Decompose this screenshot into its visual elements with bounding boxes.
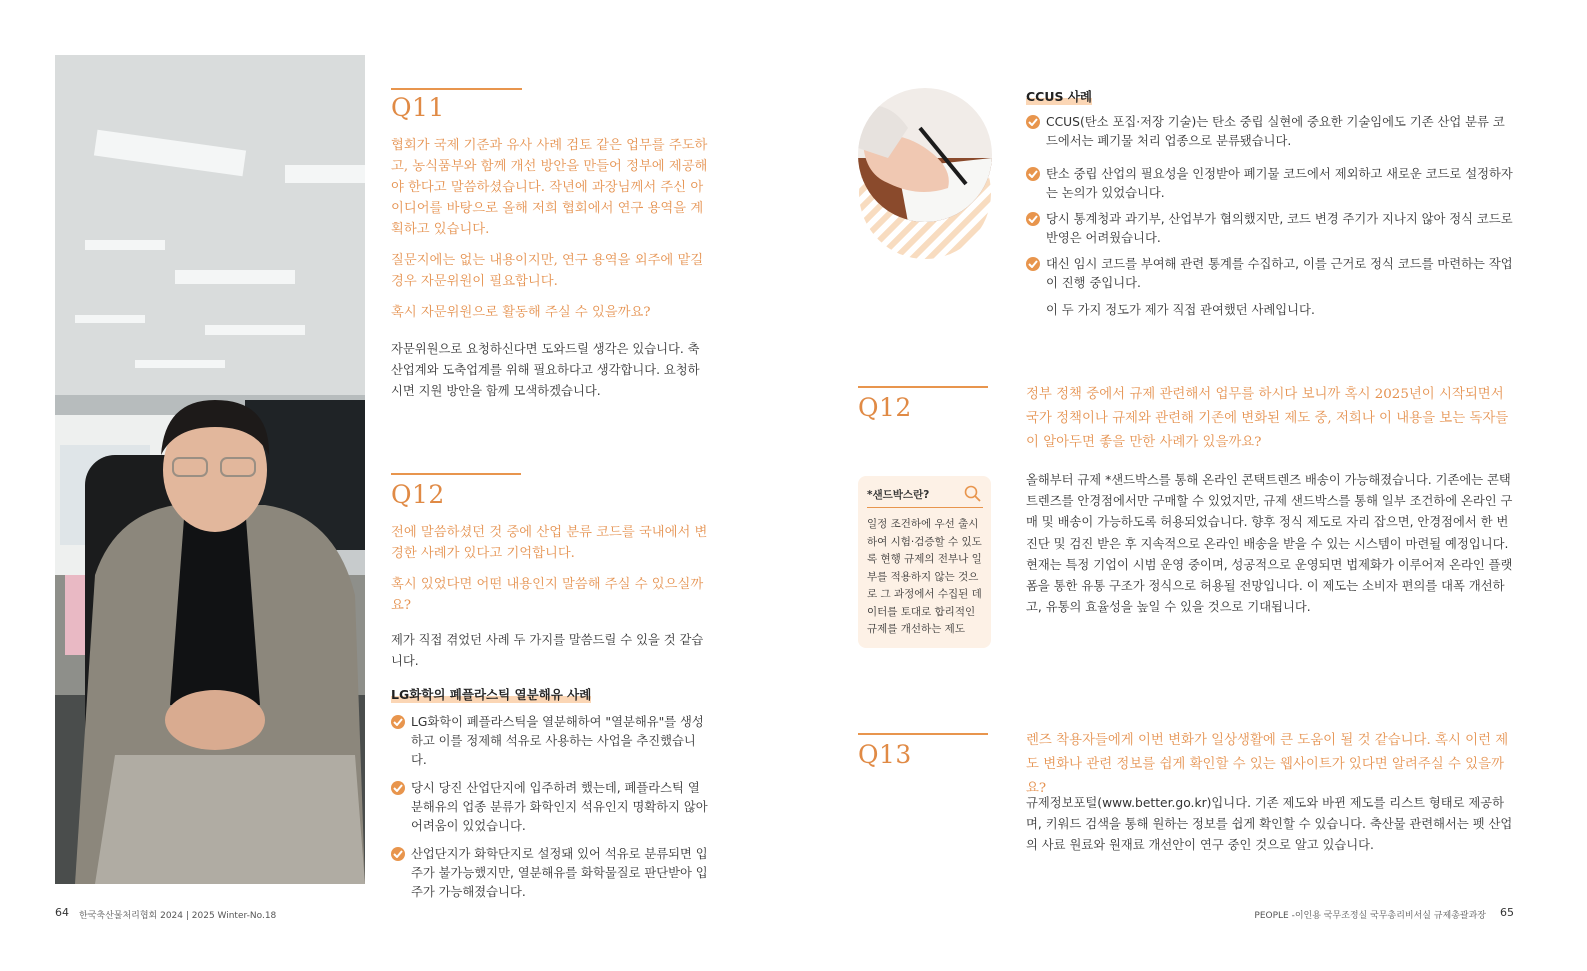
q11-answer: 자문위원으로 요청하신다면 도와드릴 생각은 있습니다. 축산업계와 도축업계를 위해 필요하다고 생각합니다. 요청하시면 지원 방안을 함께 모색하겠습니다. bbox=[391, 342, 700, 398]
lg-case-title: LG화학의 폐플라스틱 열분해유 사례 bbox=[391, 687, 592, 702]
lg-case-list bbox=[391, 713, 709, 902]
list-item bbox=[1026, 113, 1514, 151]
q12-right-answer: 올해부터 규제 *샌드박스를 통해 온라인 콘택트렌즈 배송이 가능해졌습니다. 기존에는 콘택트렌즈를 안경점에서만 구매할 수 있었지만, 규제 샌드박스를 통해 일부 조건하에 온라인 구매 및 배송이 가능하도록 허용되었습니다. 향후 정식 제도로 자리 잡으면, 안경점에서 한 번 진단 및 검진 받은 후 지속적으로 온라인 배송을 받을 수 있는 시스템이 마련될 예정입니다. 현재는 특정 기업이 시범 운영 중이며, 성공적으로 운영되면 법제화가 이루어져 온라인 플랫폼을 통한 유통 구조가 정식으로 허용될 전망입니다. 이 제도는 소비자 편의를 대폭 개선하고, 유통의 효율성을 높일 수 있을 것으로 기대됩니다. bbox=[1026, 473, 1513, 615]
ccus-block bbox=[1026, 86, 1514, 321]
writing-hand-image bbox=[858, 88, 992, 260]
ccus-closing: 이 두 가지 정도가 제가 직접 관여했던 사례입니다. bbox=[1046, 303, 1315, 317]
sandbox-divider bbox=[867, 507, 983, 508]
search-icon bbox=[964, 485, 981, 506]
check-icon bbox=[391, 847, 405, 861]
q12-right-rule bbox=[858, 386, 988, 388]
check-icon bbox=[1026, 115, 1040, 129]
check-icon bbox=[391, 781, 405, 795]
check-icon bbox=[391, 715, 405, 729]
list-item bbox=[1026, 255, 1514, 293]
q12-left-answer: 제가 직접 겪었던 사례 두 가지를 말씀드릴 수 있을 것 같습니다. bbox=[391, 633, 704, 668]
list-item bbox=[1026, 210, 1514, 248]
q11-block bbox=[391, 135, 709, 402]
list-item-text: LG화학이 폐플라스틱을 열분해하여 "열분해유"를 생성하고 이를 정제해 석유로 사용하는 사업을 추진했습니다. bbox=[411, 715, 704, 767]
q12-left-rule bbox=[391, 473, 521, 475]
q11-question-3: 혹시 자문위원으로 활동해 주실 수 있을까요? bbox=[391, 305, 651, 320]
q12-right-question: 정부 정책 중에서 규제 관련해서 업무를 하시다 보니까 혹시 2025년이 시작되면서 국가 정책이나 규제와 관련해 기존에 변화된 제도 중, 저희나 이 내용을 보는 독자들이 알아두면 좋을 만한 사례가 있을까요? bbox=[1026, 387, 1509, 450]
q13-label: Q13 bbox=[858, 740, 912, 769]
ccus-list bbox=[1026, 113, 1514, 293]
list-item-text: 탄소 중립 산업의 필요성을 인정받아 폐기물 코드에서 제외하고 새로운 코드로 설정하자는 논의가 있었습니다. bbox=[1046, 167, 1513, 200]
q11-question-2: 질문지에는 없는 내용이지만, 연구 용역을 외주에 맡길 경우 자문위원이 필요합니다. bbox=[391, 253, 704, 289]
list-item bbox=[1026, 165, 1514, 203]
page-number-left: 64 bbox=[55, 906, 69, 919]
footer-right-text: PEOPLE -이인용 국무조정실 국무총리비서실 규제총괄과장 bbox=[1254, 911, 1486, 921]
q11-label: Q11 bbox=[391, 93, 445, 122]
list-item-text: 대신 임시 코드를 부여해 관련 통계를 수집하고, 이를 근거로 정식 코드를 마련하는 작업이 진행 중입니다. bbox=[1046, 257, 1513, 290]
list-item-text: CCUS(탄소 포집·저장 기술)는 탄소 중립 실현에 중요한 기술임에도 기존 산업 분류 코드에서는 폐기물 처리 업종으로 분류됐습니다. bbox=[1046, 115, 1505, 148]
footer-left-text: 한국축산물처리협회 2024 | 2025 Winter-No.18 bbox=[79, 911, 277, 921]
check-icon bbox=[1026, 212, 1040, 226]
sandbox-title: *샌드박스란? bbox=[867, 489, 930, 501]
ccus-title: CCUS 사례 bbox=[1026, 89, 1093, 104]
sandbox-definition-box bbox=[858, 476, 991, 648]
q12-left-question-1: 전에 말씀하셨던 것 중에 산업 분류 코드를 국내에서 변경한 사례가 있다고 기억합니다. bbox=[391, 525, 708, 561]
check-icon bbox=[1026, 257, 1040, 271]
list-item-text: 당시 통계청과 과기부, 산업부가 협의했지만, 코드 변경 주기가 지나지 않아 정식 코드로 반영은 어려웠습니다. bbox=[1046, 212, 1513, 245]
interviewee-photo bbox=[55, 55, 365, 884]
list-item bbox=[391, 779, 709, 836]
check-icon bbox=[1026, 167, 1040, 181]
page-number-right: 65 bbox=[1500, 906, 1514, 919]
q13-answer: 규제정보포털(www.better.go.kr)입니다. 기존 제도와 바뀐 제도를 리스트 형태로 제공하며, 키워드 검색을 통해 원하는 정보를 쉽게 확인할 수 있습니다. 축산물 관련해서는 펫 산업의 사료 원료와 원재료 개선안이 연구 중인 것으로 알고 있습니다. bbox=[1026, 796, 1513, 852]
q12-left-question-2: 혹시 있었다면 어떤 내용인지 말씀해 주실 수 있으실까요? bbox=[391, 577, 704, 613]
q11-rule bbox=[391, 88, 522, 90]
q13-question: 렌즈 착용자들에게 이번 변화가 일상생활에 큰 도움이 될 것 같습니다. 혹시 이런 제도 변화나 관련 정보를 쉽게 확인할 수 있는 웹사이트가 있다면 알려주실 수 있을까요? bbox=[1026, 733, 1509, 796]
list-item bbox=[391, 845, 709, 902]
sandbox-body: 일정 조건하에 우선 출시하여 시험·검증할 수 있도록 현행 규제의 전부나 일부를 적용하지 않는 것으로 그 과정에서 수집된 데이터를 토대로 합리적인 규제를 개선하는 제도 bbox=[867, 518, 982, 635]
q12-left-label: Q12 bbox=[391, 480, 445, 509]
list-item bbox=[391, 713, 709, 770]
list-item-text: 당시 당진 산업단지에 입주하려 했는데, 폐플라스틱 열분해유의 업종 분류가 화학인지 석유인지 명확하지 않아 어려움이 있었습니다. bbox=[411, 781, 708, 833]
q12-right-label: Q12 bbox=[858, 393, 912, 422]
q13-rule bbox=[858, 733, 988, 735]
q11-question-1: 협회가 국제 기준과 유사 사례 검토 같은 업무를 주도하고, 농식품부와 함께 개선 방안을 만들어 정부에 제공해야 한다고 말씀하셨습니다. 작년에 과장님께서 주신 아이디어를 바탕으로 올해 저희 협회에서 연구 용역을 계획하고 있습니다. bbox=[391, 138, 708, 237]
list-item-text: 산업단지가 화학단지로 설정돼 있어 석유로 분류되면 입주가 불가능했지만, 열분해유를 화학물질로 판단받아 입주가 가능해졌습니다. bbox=[411, 847, 708, 899]
q12-left-block bbox=[391, 522, 709, 911]
